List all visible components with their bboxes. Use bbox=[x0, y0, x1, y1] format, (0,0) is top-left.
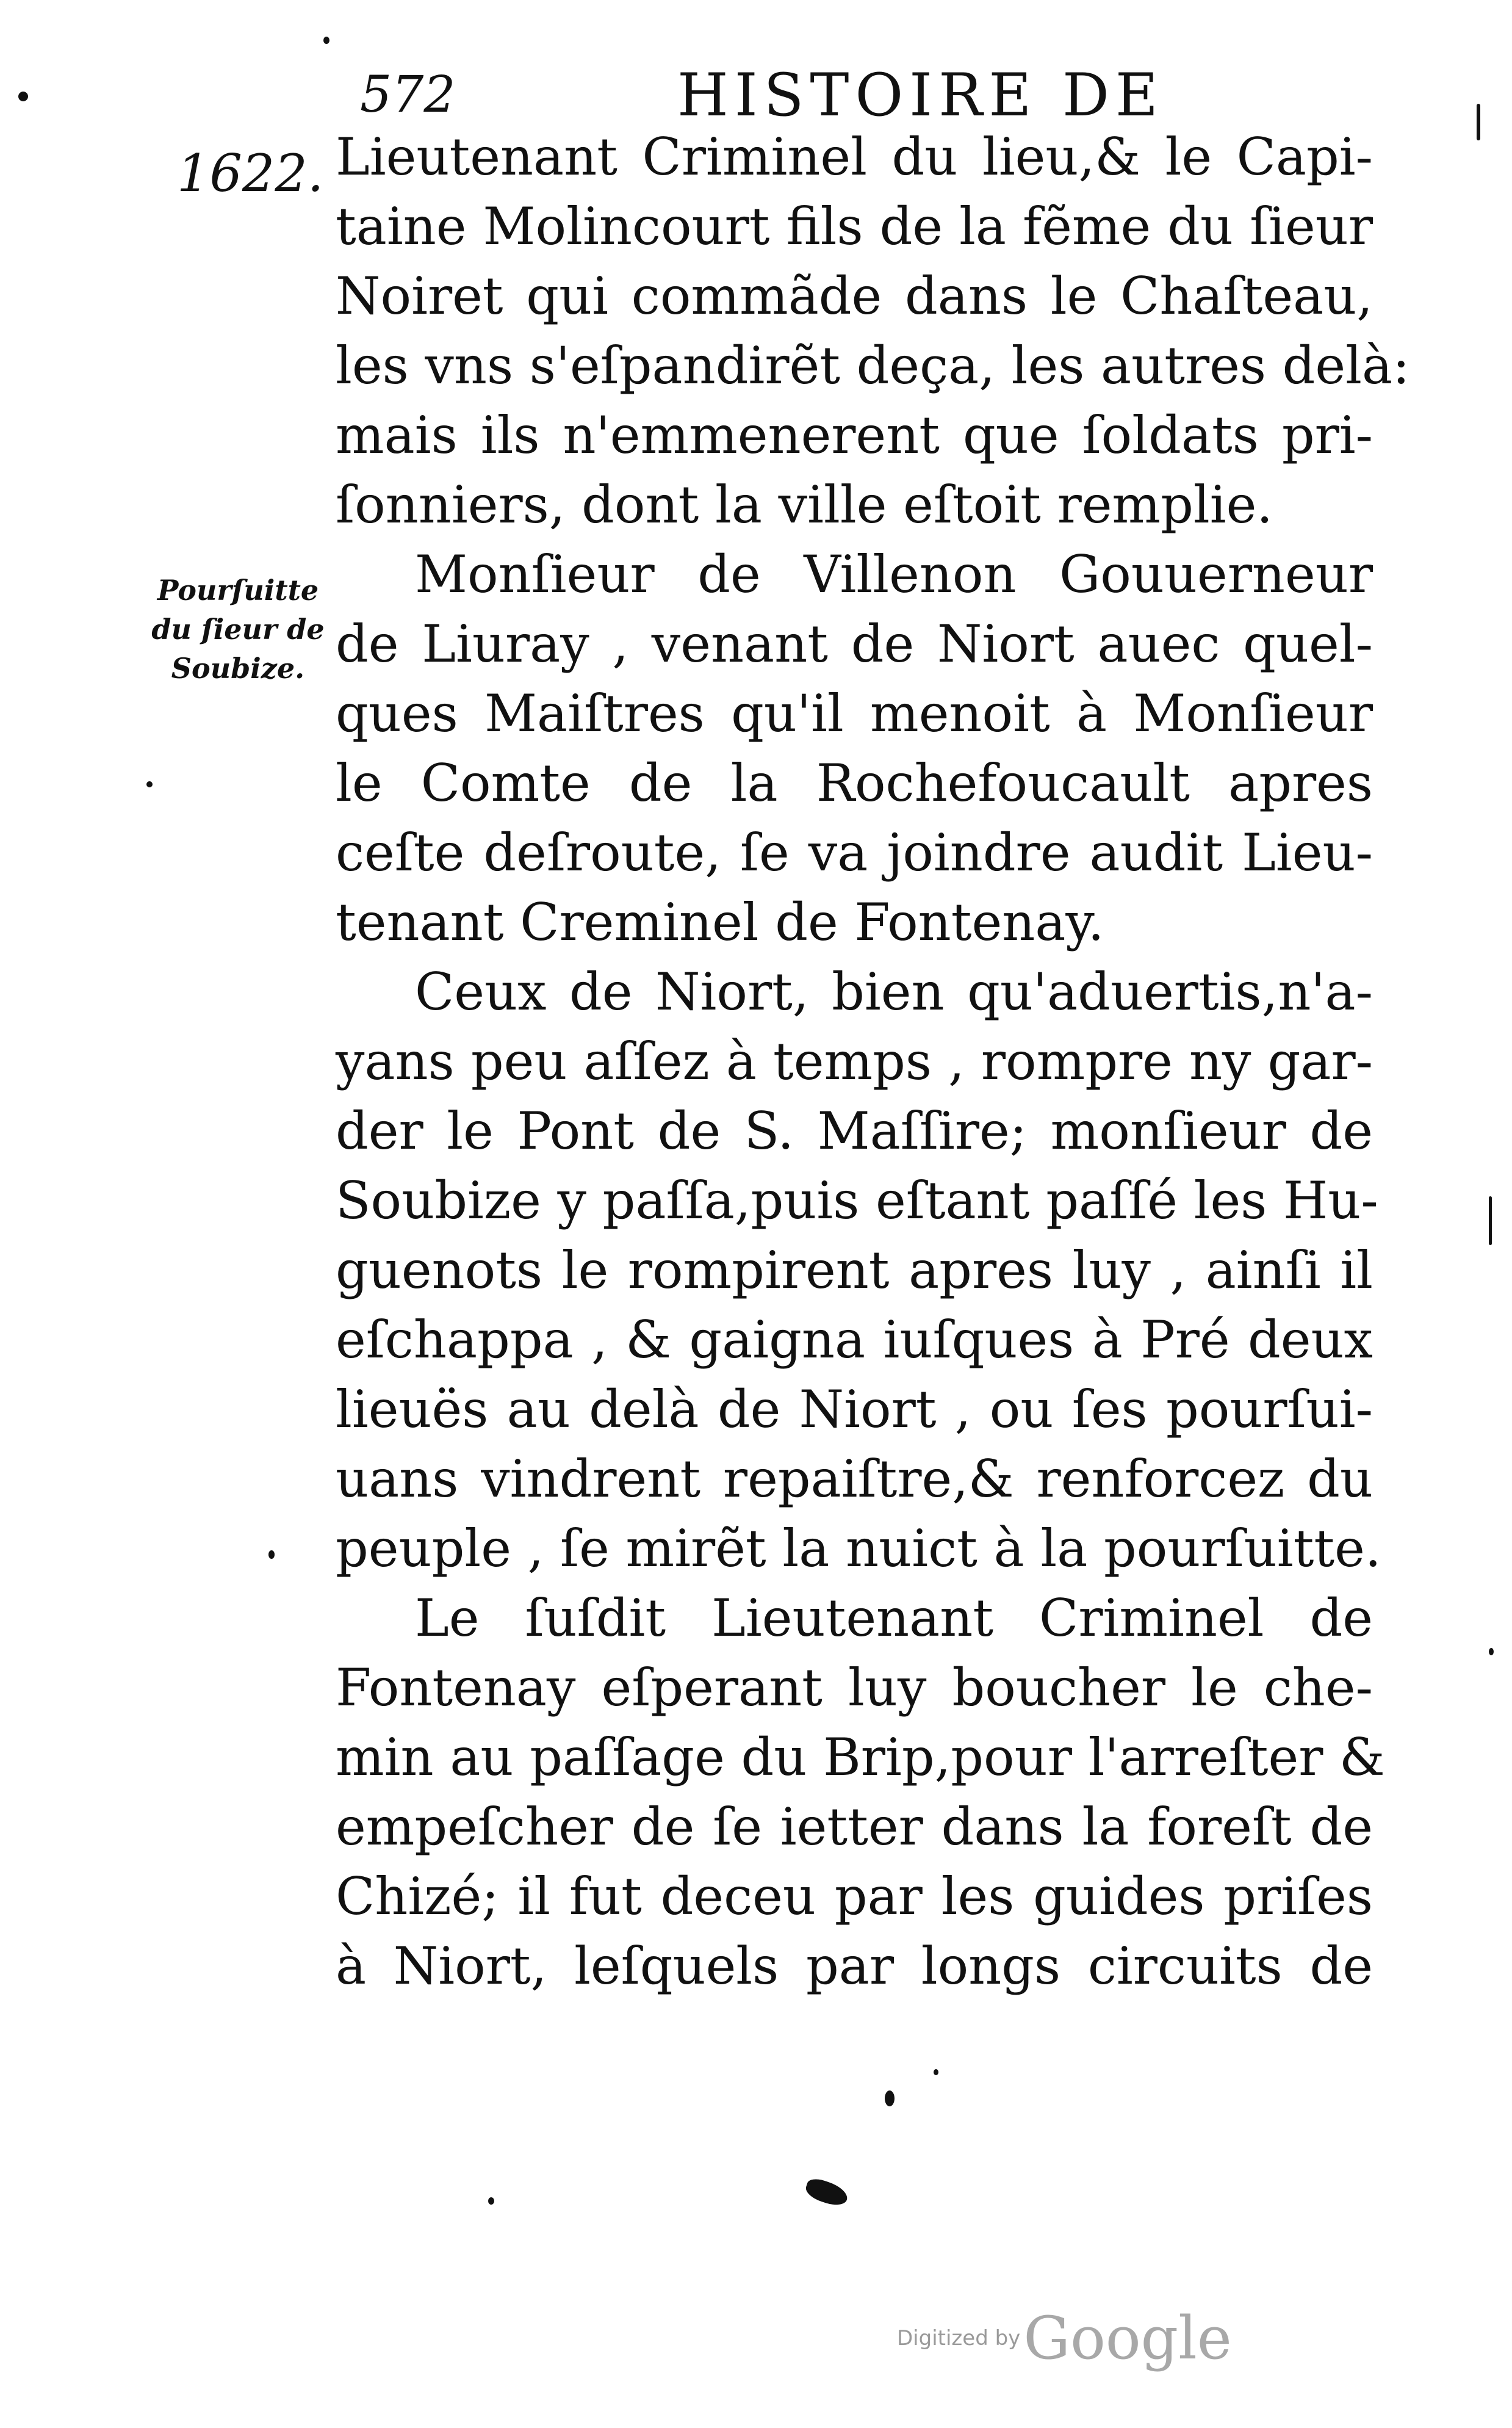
ink-speck bbox=[803, 2176, 850, 2209]
margin-note-line: Soubize. bbox=[171, 652, 305, 685]
text-line: le Comte de la Rochefoucault apres bbox=[336, 753, 1373, 813]
text-line: empeſcher de ſe ietter dans la foreſt de bbox=[336, 1797, 1373, 1857]
text-line: uans vindrent repaiſtre,& renforcez du bbox=[336, 1449, 1373, 1509]
text-line: tenant Creminel de Fontenay. bbox=[336, 892, 1104, 952]
text-line: Monſieur de Villenon Gouuerneur bbox=[415, 544, 1373, 604]
text-line: min au paſſage du Brip,pour l'arreſter & bbox=[336, 1727, 1385, 1787]
margin-note-line: du ſieur de bbox=[151, 613, 325, 646]
text-line: guenots le rompirent apres luy , ainſi il bbox=[336, 1240, 1373, 1300]
ink-speck bbox=[488, 2197, 494, 2205]
text-line: mais ils n'emmenerent que ſoldats pri- bbox=[336, 405, 1373, 465]
ink-speck bbox=[885, 2090, 895, 2106]
text-line: Soubize y paſſa,puis eſtant paſſé les Hu- bbox=[336, 1171, 1378, 1230]
year-marginal: 1622. bbox=[177, 143, 324, 203]
text-line: der le Pont de S. Maſſire; monſieur de bbox=[336, 1101, 1373, 1161]
text-line: lieuës au delà de Niort , ou ſes pourſui- bbox=[336, 1379, 1373, 1439]
text-line: les vns s'eſpandirẽt deça, les autres delà: bbox=[336, 336, 1410, 396]
body-text bbox=[336, 122, 1410, 2001]
text-line: à Niort, leſquels par longs circuits de bbox=[336, 1936, 1373, 1996]
text-line: eſchappa , & gaigna iuſques à Pré deux bbox=[336, 1310, 1373, 1370]
margin-note-line: Pourſuitte bbox=[157, 574, 319, 607]
ink-speck bbox=[1477, 104, 1480, 140]
ink-speck bbox=[1489, 1196, 1492, 1245]
text-line: Ceux de Niort, bien qu'aduertis,n'a- bbox=[415, 962, 1373, 1022]
margin-note bbox=[110, 571, 366, 688]
ink-speck bbox=[1489, 1648, 1494, 1655]
text-line: Noiret qui commãde dans le Chaſteau, bbox=[336, 266, 1373, 326]
text-line: ceſte deſroute, ſe va joindre audit Lieu- bbox=[336, 823, 1373, 883]
text-line: yans peu aſſez à temps , rompre ny gar- bbox=[336, 1032, 1373, 1091]
watermark-prefix: Digitized by bbox=[897, 2326, 1021, 2350]
ink-speck bbox=[146, 781, 153, 787]
text-line: Chizé; il fut deceu par les guides priſes bbox=[336, 1866, 1373, 1926]
ink-speck bbox=[323, 37, 329, 44]
text-line: Fontenay eſperant luy boucher le che- bbox=[336, 1658, 1373, 1718]
ink-speck bbox=[934, 2069, 938, 2075]
text-line: Le ſuſdit Lieutenant Criminel de bbox=[415, 1588, 1373, 1648]
page-number: 572 bbox=[360, 66, 456, 124]
text-line: ſonniers, dont la ville eſtoit remplie. bbox=[336, 475, 1273, 535]
text-line: taine Molincourt fils de la fẽme du ſieur bbox=[336, 197, 1373, 256]
text-line: ques Maiſtres qu'il menoit à Monſieur bbox=[336, 684, 1373, 743]
ink-speck bbox=[18, 92, 28, 101]
text-line: peuple , ſe mirẽt la nuict à la pourſuitte. bbox=[336, 1519, 1381, 1578]
ink-speck bbox=[268, 1550, 275, 1559]
text-line: Lieutenant Criminel du lieu,& le Capi- bbox=[336, 127, 1373, 187]
running-head: HISTOIRE DE bbox=[677, 61, 1164, 129]
digitized-watermark bbox=[897, 2304, 1232, 2372]
watermark-brand: Google bbox=[1023, 2304, 1232, 2372]
text-line: de Liuray , venant de Niort auec quel- bbox=[336, 614, 1373, 674]
